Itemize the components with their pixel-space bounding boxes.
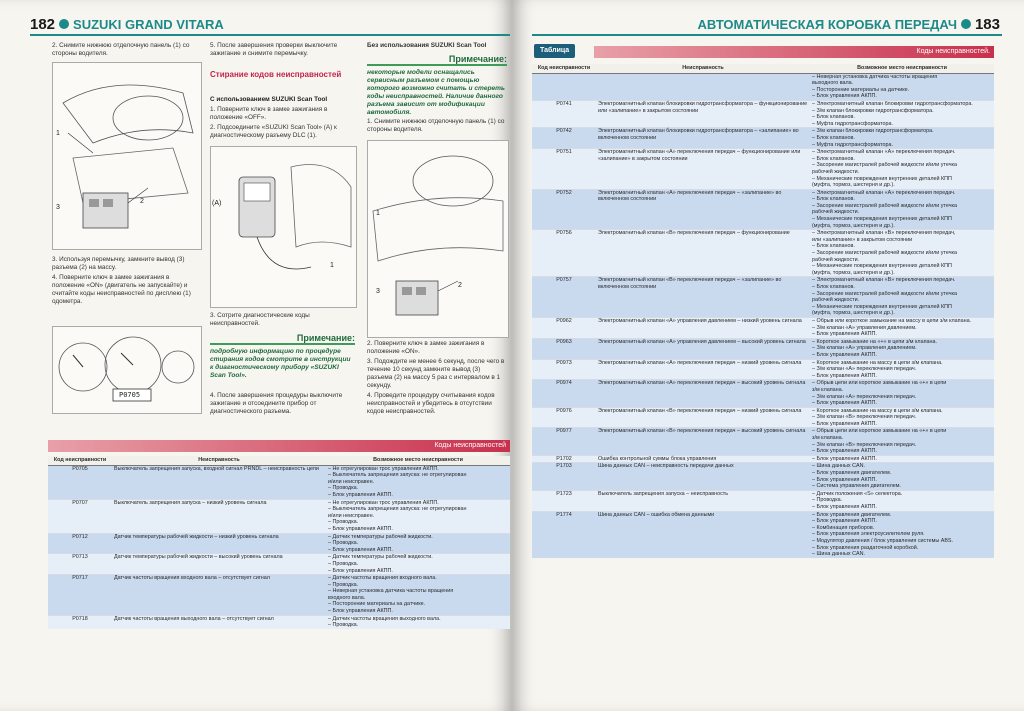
col3-step3: 3. Подождите не менее 6 секунд, после чего в течение 10 секунд замкните вывод (3) разъема (2) на массу 5 раз с интервалом в 1 секунду. xyxy=(367,358,505,389)
right-fault-code-table xyxy=(532,64,994,558)
table-row xyxy=(48,575,510,616)
cause-line: – З/м клапан «A» управления давлением. xyxy=(812,324,917,331)
possible-causes xyxy=(810,317,994,338)
cause-line: – Электромагнитный клапан блокировки гидротрансформатора. xyxy=(812,100,973,107)
fault-description: Электромагнитный клапан «B» переключения передач – «залипание» во включенном состоянии xyxy=(596,277,810,318)
fault-code: P0962 xyxy=(532,317,596,338)
fault-description: Ошибка контрольной суммы блока управления xyxy=(596,455,810,463)
possible-causes xyxy=(326,533,510,554)
cause-line: (муфта, тормоз, шестерня и др.). xyxy=(812,269,895,276)
fault-description: Датчик частоты вращения выходного вала – отсутствует сигнал xyxy=(112,615,326,629)
table-row xyxy=(532,100,994,127)
cause-line: – Электромагнитный клапан «A» переключения передач. xyxy=(812,149,956,156)
fault-description: Выключатель запрещения запуска – неисправность xyxy=(596,490,810,511)
cause-line: – Муфта гидротрансформатора. xyxy=(812,120,893,127)
cause-line: рабочей жидкости. xyxy=(812,168,860,175)
table-row xyxy=(48,615,510,629)
fault-code: P0974 xyxy=(532,380,596,407)
cause-line: – Датчик температуры рабочей жидкости. xyxy=(328,554,433,561)
cause-line: – З/м клапан «A» переключения передач. xyxy=(812,393,917,400)
left-table-body xyxy=(48,465,510,629)
fault-description: Электромагнитный клапан «A» переключения передач – низкий уровень сигнала xyxy=(596,359,810,380)
table-row xyxy=(48,554,510,575)
cause-line: – З/м клапан «B» переключения передач. xyxy=(812,414,917,421)
fault-description: Электромагнитный клапан «A» управления давлением – высокий уровень сигнала xyxy=(596,338,810,359)
right-col-cause: Возможное место неисправности xyxy=(810,64,994,73)
col1-step2: 2. Снимите нижнюю отделочную панель (1) со стороны водителя. xyxy=(52,42,190,57)
possible-causes xyxy=(810,128,994,149)
fault-code: P0977 xyxy=(532,428,596,455)
cause-line: – Не отрегулирован трос управления АКПП. xyxy=(328,499,439,506)
header-rule xyxy=(30,34,510,36)
col2-scan-tool-steps xyxy=(210,96,355,142)
table-row xyxy=(532,128,994,149)
table-row xyxy=(532,149,994,190)
fault-code: P0976 xyxy=(532,407,596,428)
right-col-fault: Неисправность xyxy=(596,64,810,73)
cause-line: – Блок управления АКПП. xyxy=(328,567,393,574)
scan-tool-figure xyxy=(210,146,357,308)
possible-causes xyxy=(326,465,510,499)
fault-description: Электромагнитный клапан «A» управления давлением – низкий уровень сигнала xyxy=(596,317,810,338)
header-rule-right xyxy=(532,34,1002,36)
cause-line: – Блок управления двигателем. xyxy=(812,470,892,477)
col2-step1: 1. Поверните ключ в замке зажигания в положение «OFF». xyxy=(210,106,328,121)
fault-code: P0963 xyxy=(532,338,596,359)
left-col-code: Код неисправности xyxy=(48,456,112,465)
right-table-body xyxy=(532,73,994,558)
fault-code: P0705 xyxy=(48,465,112,499)
table-row xyxy=(532,428,994,455)
fault-code: P0712 xyxy=(48,533,112,554)
cause-line: – Блок клапанов. xyxy=(812,155,855,162)
fault-code: P0756 xyxy=(532,230,596,277)
fault-code: P0757 xyxy=(532,277,596,318)
fault-description: Электромагнитный клапан «B» переключения передач – функционирование xyxy=(596,230,810,277)
cause-line: – З/м клапан «B» переключения передач. xyxy=(812,441,917,448)
cause-line: или «залипание» в закрытом состоянии xyxy=(812,236,913,243)
cause-line: – Датчик температуры рабочей жидкости. xyxy=(328,533,433,540)
fault-code: P0713 xyxy=(48,554,112,575)
fault-code: P0973 xyxy=(532,359,596,380)
table-row xyxy=(532,189,994,230)
fault-description: Электромагнитный клапан «A» переключения передач – «залипание» во включенном состоянии xyxy=(596,189,810,230)
col3-steps-2-4 xyxy=(367,340,507,418)
cause-line: – Блок управления АКПП. xyxy=(812,455,877,462)
fault-description: Электромагнитный клапан блокировки гидротрансформатора – функционирование или «залипание» в закрытом состоянии xyxy=(596,100,810,127)
possible-causes xyxy=(810,428,994,455)
col2-note-text: подробную информацию по процедуре стирания кодов смотрите в инструкции к диагностическому прибору «SUZUKI Scan Tool». xyxy=(210,348,351,379)
possible-causes xyxy=(810,455,994,463)
fault-code: P0752 xyxy=(532,189,596,230)
cause-line: – Блок клапанов. xyxy=(812,196,855,203)
left-page-number: 182 xyxy=(30,15,56,33)
table-row xyxy=(532,490,994,511)
possible-causes xyxy=(810,511,994,558)
possible-causes xyxy=(810,380,994,407)
left-page-title: SUZUKI GRAND VITARA xyxy=(73,16,224,32)
table-row xyxy=(532,73,994,100)
cause-line: – Электромагнитный клапан «B» переключения передач. xyxy=(812,277,956,284)
scan-tool-subheading: С использованием SUZUKI Scan Tool xyxy=(210,96,328,103)
cause-line: – Блок клапанов. xyxy=(812,243,855,250)
cause-line: – Блок клапанов. xyxy=(812,134,855,141)
possible-causes xyxy=(810,338,994,359)
table-row xyxy=(532,463,994,490)
cause-line: – Блок управления АКПП. xyxy=(812,476,877,483)
right-page-header xyxy=(698,14,1000,34)
cause-line: – З/м клапан «A» переключения передач. xyxy=(812,366,917,373)
cause-line: входного вала. xyxy=(328,594,366,601)
col2-step2: 2. Подсоедините «SUZUKI Scan Tool» (A) к диагностическому разъему DLC (1). xyxy=(210,124,337,139)
cause-line: – Блок управления двигателем. xyxy=(812,511,892,518)
possible-causes xyxy=(810,149,994,190)
possible-causes xyxy=(810,73,994,100)
cause-line: – Выключатель запрещения запуска: не отрегулирован xyxy=(328,472,467,479)
cause-line: – Не отрегулирован трос управления АКПП. xyxy=(328,465,439,472)
cause-line: – Короткое замыкание на массу в цепи з/м клапана. xyxy=(812,407,943,414)
cause-line: – Блок управления АКПП. xyxy=(812,331,877,338)
cause-line: рабочей жидкости. xyxy=(812,297,860,304)
right-table-band: Коды неисправностей. xyxy=(594,46,994,58)
left-fault-code-table xyxy=(48,456,510,629)
possible-causes xyxy=(326,499,510,533)
col2-step3: 3. Сотрите диагностические коды неисправностей. xyxy=(210,312,310,327)
cause-line: – Блок управления АКПП. xyxy=(812,518,877,525)
col3-step2: 2. Поверните ключ в замке зажигания в положение «ON». xyxy=(367,340,485,355)
fault-code: P0707 xyxy=(48,499,112,533)
dashboard-drawing xyxy=(53,63,201,249)
cause-line: – Механические повреждения внутренних деталей КПП xyxy=(812,175,952,182)
cause-line: выходного вала. xyxy=(812,80,854,87)
cause-line: – Выключатель запрещения запуска: не отрегулирован xyxy=(328,506,467,513)
col3-step4: 4. Проведите процедуру считывания кодов неисправностей и убедитесь в отсутствии кодов неисправностей. xyxy=(367,392,495,415)
no-scan-tool-subheading: Без использования SUZUKI Scan Tool xyxy=(367,42,487,49)
dashboard-figure-1 xyxy=(52,62,202,250)
cause-line: – Блок управления АКПП. xyxy=(812,504,877,510)
table-tag: Таблица xyxy=(534,44,575,58)
left-col-fault: Неисправность xyxy=(112,456,326,465)
fault-description: Электромагнитный клапан «B» переключения передач – низкий уровень сигнала xyxy=(596,407,810,428)
cause-line: – Проводка. xyxy=(328,581,359,588)
fault-description: Шина данных CAN – неисправность передачи данных xyxy=(596,463,810,490)
col1-step4: 4. Поверните ключ в замке зажигания в положение «ON» (двигатель не запускайте) и считайте коды неисправностей по дисплею (1) одометра. xyxy=(52,274,191,305)
cause-line: – Блок управления АКПП. xyxy=(328,546,393,553)
right-col-code: Код неисправности xyxy=(532,64,596,73)
cause-line: – Блок клапанов. xyxy=(812,114,855,121)
left-page-header xyxy=(30,14,224,34)
cause-line: – Неверная установка датчика частоты вращения xyxy=(328,588,454,595)
fig2-label-1: 1 xyxy=(330,262,334,269)
cause-line: – Блок управления раздаточной коробкой. xyxy=(812,544,919,551)
fault-code: P1723 xyxy=(532,490,596,511)
cause-line: – Короткое замыкание на массу в цепи з/м клапана. xyxy=(812,359,943,366)
scan-tool-drawing xyxy=(211,147,356,307)
cause-line: и/или неисправен. xyxy=(328,478,375,485)
table-row xyxy=(532,407,994,428)
cause-line: – З/м клапан блокировки гидротрансформатора. xyxy=(812,128,934,135)
fault-description: Электромагнитный клапан «A» переключения передач – высокий уровень сигнала xyxy=(596,380,810,407)
cause-line: – Короткое замыкание на «+» в цепи з/м клапана. xyxy=(812,338,937,345)
col1-step3: 3. Используя перемычку, замкните вывод (3) разъема (2) на массу. xyxy=(52,256,185,271)
fault-code: P1774 xyxy=(532,511,596,558)
cause-line: – Механические повреждения внутренних деталей КПП xyxy=(812,263,952,270)
fig3-label-1: 1 xyxy=(376,210,380,217)
fig3-label-3: 3 xyxy=(376,288,380,295)
possible-causes xyxy=(326,554,510,575)
cause-line: – Проводка. xyxy=(328,622,359,629)
fault-code: P0742 xyxy=(532,128,596,149)
cause-line: – Шина данных CAN. xyxy=(812,551,865,558)
fig3-label-2: 2 xyxy=(458,282,462,289)
table-row xyxy=(532,380,994,407)
erase-codes-heading: Стирание кодов неисправностей xyxy=(210,70,342,79)
cause-line: – Шина данных CAN. xyxy=(812,463,865,470)
cause-line: – Блок управления АКПП. xyxy=(812,93,877,100)
fault-code xyxy=(532,73,596,100)
cause-line: з/м клапана. xyxy=(812,386,844,393)
cause-line: – Засорение магистралей рабочей жидкости и/или утечка xyxy=(812,202,957,209)
possible-causes xyxy=(810,230,994,277)
table-row xyxy=(532,317,994,338)
cause-line: – Засорение магистралей рабочей жидкости и/или утечка xyxy=(812,162,957,169)
fault-code: P1702 xyxy=(532,455,596,463)
col3-note-text: некоторые модели оснащались сервисным разъемом с помощью которого возможно считать и стереть коды неисправностей. Наличие данного разъема зависит от модификации автомобиля. xyxy=(367,69,505,116)
fault-code: P0751 xyxy=(532,149,596,190)
possible-causes xyxy=(326,615,510,629)
cause-line: – Засорение магистралей рабочей жидкости и/или утечка xyxy=(812,290,957,297)
fig1-label-1: 1 xyxy=(56,130,60,137)
possible-causes xyxy=(810,407,994,428)
cause-line: – Электромагнитный клапан «B» переключения передач, xyxy=(812,230,956,237)
possible-causes xyxy=(326,575,510,616)
dashboard-drawing-2 xyxy=(368,141,508,337)
fig1-label-2: 2 xyxy=(140,198,144,205)
fault-description: Выключатель запрещения запуска – низкий уровень сигнала xyxy=(112,499,326,533)
fault-description: Электромагнитный клапан «A» переключения передач – функционирование или «залипание» в закрытом состоянии xyxy=(596,149,810,190)
table-row xyxy=(532,338,994,359)
left-col-cause: Возможное место неисправности xyxy=(326,456,510,465)
fault-description: Датчик температуры рабочей жидкости – низкий уровень сигнала xyxy=(112,533,326,554)
cause-line: – Посторонние материалы на датчике. xyxy=(328,601,426,608)
odometer-figure xyxy=(52,326,202,414)
fault-code: P0741 xyxy=(532,100,596,127)
fault-description: Выключатель запрещения запуска, входной сигнал PRNDL – неисправность цепи xyxy=(112,465,326,499)
col2-note-heading: Примечание: xyxy=(210,333,355,345)
cause-line: – Муфта гидротрансформатора. xyxy=(812,141,893,148)
cause-line: – Электромагнитный клапан «A» переключения передач. xyxy=(812,189,956,196)
fault-description xyxy=(596,73,810,100)
instrument-cluster-drawing xyxy=(53,327,201,413)
cause-line: – Проводка. xyxy=(328,540,359,547)
cause-line: – Проводка. xyxy=(812,497,843,504)
fault-description: Датчик частоты вращения входного вала – отсутствует сигнал xyxy=(112,575,326,616)
fig1-label-3: 3 xyxy=(56,204,60,211)
cause-line: – Блок управления электроусилителем руля. xyxy=(812,531,925,538)
table-row xyxy=(48,499,510,533)
table-row xyxy=(48,533,510,554)
cause-line: – Проводка. xyxy=(328,485,359,492)
fault-code: P1703 xyxy=(532,463,596,490)
possible-causes xyxy=(810,490,994,511)
table-row xyxy=(532,277,994,318)
fig2-label-a: (A) xyxy=(212,200,222,207)
cause-line: – Проводка. xyxy=(328,519,359,526)
cause-line: – Обрыв цепи или короткое замыкание на «+» в цепи xyxy=(812,380,947,387)
cause-line: рабочей жидкости. xyxy=(812,209,860,216)
possible-causes xyxy=(810,463,994,490)
cause-line: и/или неисправен. xyxy=(328,512,375,519)
cause-line: – Проводка. xyxy=(328,560,359,567)
right-table-header-row xyxy=(532,64,994,73)
col1-steps-3-4 xyxy=(52,256,200,308)
cause-line: – З/м клапан «A» управления давлением. xyxy=(812,345,917,352)
cause-line: – Блок управления АКПП. xyxy=(812,372,877,379)
cause-line: – З/м клапан блокировки гидротрансформатора. xyxy=(812,107,934,114)
table-row xyxy=(48,465,510,499)
cause-line: – Система управления двигателем. xyxy=(812,483,901,490)
odometer-display: P0705 xyxy=(119,391,141,399)
cause-line: – Датчик частоты вращения выходного вала. xyxy=(328,615,441,622)
dashboard-figure-2 xyxy=(367,140,509,338)
right-page xyxy=(512,0,1024,711)
cause-line: – Засорение магистралей рабочей жидкости и/или утечка xyxy=(812,250,957,257)
cause-line: – Модулятор давления / блок управления системы ABS. xyxy=(812,537,954,544)
cause-line: – Блок управления АКПП. xyxy=(812,400,877,407)
cause-line: – Блок управления АКПП. xyxy=(812,420,877,427)
fault-description: Электромагнитный клапан блокировки гидротрансформатора – «залипание» во включенном состоянии xyxy=(596,128,810,149)
cause-line: – Неверная установка датчика частоты вращения xyxy=(812,73,938,80)
left-table-header-row xyxy=(48,456,510,465)
col2-step4: 4. После завершения процедуры выключите зажигание и отсоедините прибор от диагностического разъема. xyxy=(210,392,343,415)
fault-description: Шина данных CAN – ошибка обмена данными xyxy=(596,511,810,558)
cause-line: – Блок управления АКПП. xyxy=(328,525,393,532)
bullet-dot-icon xyxy=(961,19,971,29)
fault-code: P0718 xyxy=(48,615,112,629)
left-table-band: Коды неисправностей xyxy=(48,440,510,452)
cause-line: – Комбинация приборов. xyxy=(812,524,875,531)
cause-line: (муфта, тормоз, шестерня и др.). xyxy=(812,182,895,189)
possible-causes xyxy=(810,277,994,318)
cause-line: – Блок управления АКПП. xyxy=(328,491,393,498)
cause-line: – Обрыв или короткое замыкание на массу в цепи з/м клапана. xyxy=(812,317,972,324)
cause-line: – Блок управления АКПП. xyxy=(812,448,877,455)
cause-line: – Датчик частоты вращения входного вала. xyxy=(328,575,437,582)
possible-causes xyxy=(810,100,994,127)
cause-line: – Посторонние материалы на датчике. xyxy=(812,86,910,93)
fault-description: Электромагнитный клапан «B» переключения передач – высокий уровень сигнала xyxy=(596,428,810,455)
fault-code: P0717 xyxy=(48,575,112,616)
cause-line: з/м клапана. xyxy=(812,435,844,442)
table-row xyxy=(532,511,994,558)
cause-line: – Блок клапанов. xyxy=(812,284,855,290)
table-row xyxy=(532,455,994,463)
right-page-number: 183 xyxy=(974,15,1000,33)
col3-note-heading: Примечание: xyxy=(367,54,507,66)
col3-step1: 1. Снимите нижнюю отделочную панель (1) со стороны водителя. xyxy=(367,118,505,133)
cause-line: – Обрыв цепи или короткое замыкание на «+» в цепи xyxy=(812,428,947,435)
table-row xyxy=(532,230,994,277)
cause-line: (муфта, тормоз, шестерня и др.). xyxy=(812,310,895,317)
cause-line: – Блок управления АКПП. xyxy=(328,608,393,615)
right-page-title: АВТОМАТИЧЕСКАЯ КОРОБКА ПЕРЕДАЧ xyxy=(697,16,957,32)
cause-line: – Блок управления АКПП. xyxy=(812,351,877,358)
possible-causes xyxy=(810,189,994,230)
cause-line: – Механические повреждения внутренних деталей КПП xyxy=(812,216,952,223)
cause-line: – Датчик положения «S» селектора. xyxy=(812,490,903,497)
fault-description: Датчик температуры рабочей жидкости – высокий уровень сигнала xyxy=(112,554,326,575)
cause-line: (муфта, тормоз, шестерня и др.). xyxy=(812,222,895,229)
cause-line: – Механические повреждения внутренних деталей КПП xyxy=(812,303,952,310)
cause-line: рабочей жидкости. xyxy=(812,256,860,263)
table-row xyxy=(532,359,994,380)
bullet-dot-icon xyxy=(59,19,69,29)
possible-causes xyxy=(810,359,994,380)
col2-step5: 5. После завершения проверки выключите зажигание и снимите перемычку. xyxy=(210,42,338,57)
